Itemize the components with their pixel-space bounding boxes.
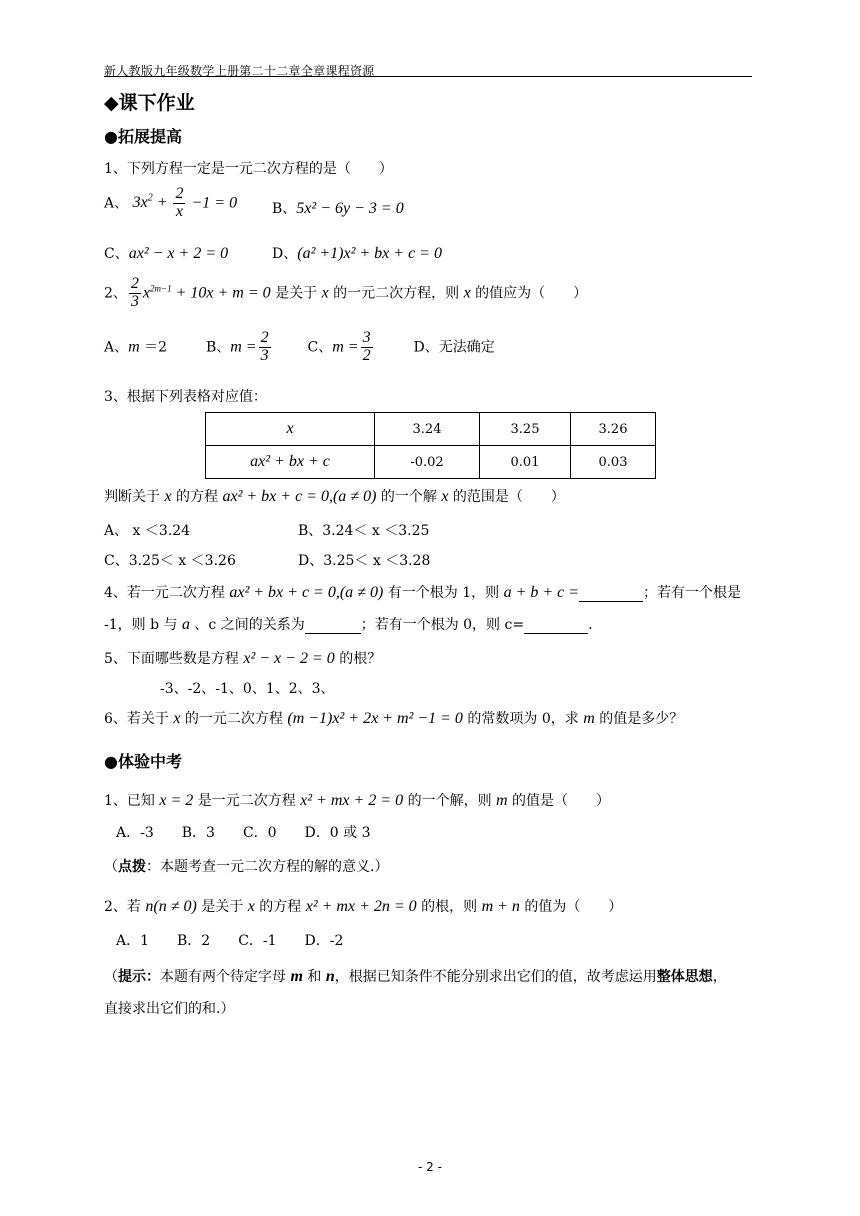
table-cell: 3.26 xyxy=(571,413,656,446)
q3-option-b: B、3.24＜ x ＜3.25 xyxy=(298,523,430,539)
table-row xyxy=(206,413,656,446)
exam-q2-stem: 2、若 n(n ≠ 0) 是关于 x 的方程 x² + mx + 2n = 0 的根，则 m + n 的值为（ ） xyxy=(104,898,623,915)
q5-values: -3、-2、-1、0、1、2、3、 xyxy=(160,681,335,697)
q1-option-a xyxy=(104,186,237,221)
value-table xyxy=(205,412,656,479)
fraction: $\frac{2}{3}$ xyxy=(130,275,139,310)
q1-stem: 1、下列方程一定是一元二次方程的是（ ） xyxy=(104,161,393,177)
q6-stem: 6、若关于 x 的一元二次方程 (m −1)x² + 2x + m² −1 = 0 的常数项为 0，求 m 的值是多少？ xyxy=(104,710,684,727)
math-term: $3x^2$ + xyxy=(132,192,172,212)
q3-judge: 判断关于 x 的方程 ax² + bx + c = 0,(a ≠ 0) 的一个解 x 的范围是（ ） xyxy=(104,488,565,505)
table-row xyxy=(206,446,656,479)
q1-option-c: C、ax² − x + 2 = 0 xyxy=(104,245,229,262)
running-header: 新人教版九年级数学上册第二十二章全章课程资源 xyxy=(104,64,375,78)
page-number: - 2 - xyxy=(418,1160,442,1174)
answer-blank xyxy=(579,585,643,602)
q4-line1: 4、若一元二次方程 ax² + bx + c = 0,(a ≠ 0) 有一个根为 1，则 a + b + c = ；若有一个根是 xyxy=(104,584,742,601)
q5-stem: 5、下面哪些数是方程 x² − x − 2 = 0 的根？ xyxy=(104,650,382,667)
exam-q2-options: A．1 B．2 C．-1 D．-2 xyxy=(116,933,344,949)
q3-option-c: C、3.25＜ x ＜3.26 xyxy=(104,553,236,569)
exam-q2-hint-line1: （提示：本题有两个待定字母 m 和 n，根据已知条件不能分别求出它们的值，故考虑运用整体思想， xyxy=(104,968,727,985)
table-cell: -0.02 xyxy=(375,446,480,479)
subsection-exam: ●体验中考 xyxy=(104,752,182,771)
q3-option-d: D、3.25＜ x ＜3.28 xyxy=(298,553,431,569)
table-cell: ax² + bx + c xyxy=(206,446,375,479)
q3-option-a: A、 x ＜3.24 xyxy=(104,523,191,539)
section-title: ◆课下作业 xyxy=(104,92,195,114)
exam-q1-stem: 1、已知 x = 2 是一元二次方程 x² + mx + 2 = 0 的一个解，则 m 的值是（ ） xyxy=(104,792,611,809)
q4-line2: -1，则 b 与 a 、c 之间的关系为 ；若有一个根为 0，则 c= . xyxy=(104,616,593,633)
table-cell: 0.03 xyxy=(571,446,656,479)
answer-blank xyxy=(305,617,361,634)
q2-stem: 2、 $\frac{2}{3}$ $x^{2m-1} + 10x + m = 0$ 是关于 x 的一元二次方程，则 x 的值应为（ ） xyxy=(104,275,588,310)
q2-options: A、m ＝2 B、m = $\frac{2}{3}$ C、m = $\frac{3}{2}$ D、无法确定 xyxy=(104,329,495,364)
exam-q2-hint-line2: 直接求出它们的和.） xyxy=(104,1001,235,1017)
table-cell: 0.01 xyxy=(480,446,571,479)
fraction: $\frac{2}{x}$ xyxy=(175,185,184,220)
q3-stem: 3、根据下列表格对应值： xyxy=(104,389,267,405)
table-cell: x xyxy=(206,413,375,446)
option-label: A、 xyxy=(104,195,129,212)
exam-q1-hint: （点拨：本题考查一元二次方程的解的意义.） xyxy=(104,859,389,875)
q1-option-b: B、5x² − 6y − 3 = 0 xyxy=(272,200,404,217)
exam-q1-options: A．-3 B．3 C．0 D．0 或 3 xyxy=(116,825,371,841)
subsection-extension: ●拓展提高 xyxy=(104,127,182,146)
table-cell: 3.24 xyxy=(375,413,480,446)
table-cell: 3.25 xyxy=(480,413,571,446)
q1-option-d: D、(a² +1)x² + bx + c = 0 xyxy=(272,245,442,262)
answer-blank xyxy=(524,617,588,634)
math-term: −1 = 0 xyxy=(187,194,238,212)
header-rule xyxy=(104,76,752,77)
